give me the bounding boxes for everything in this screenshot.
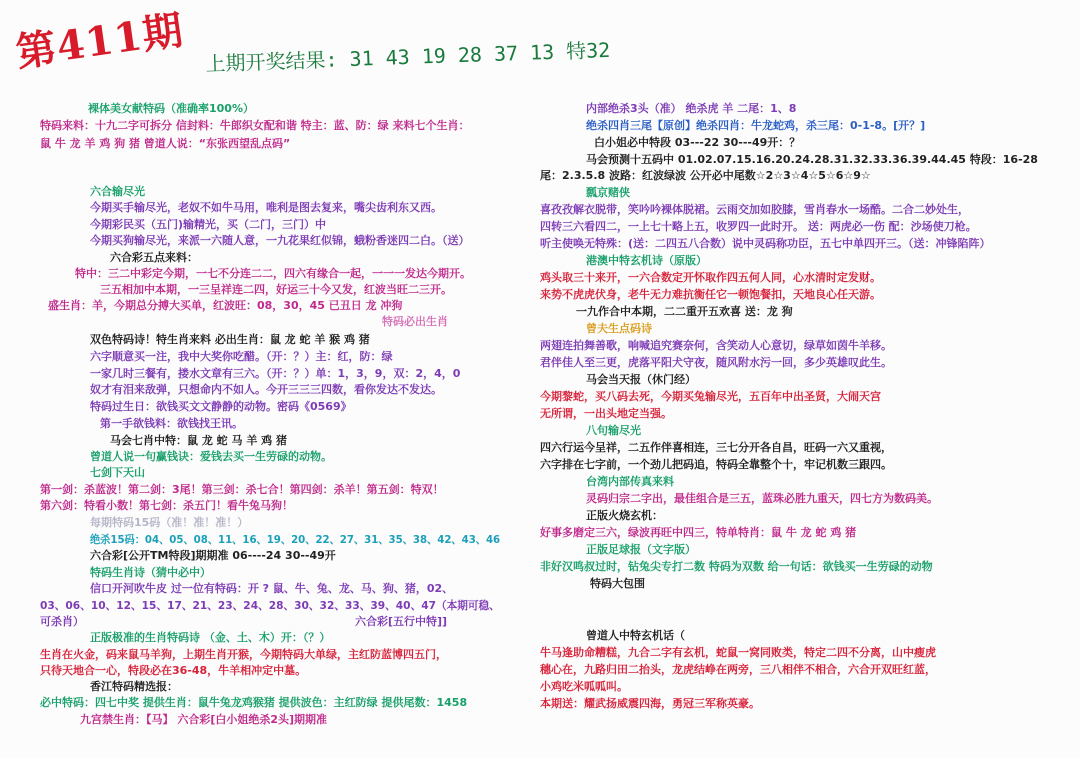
right-text-line: 曾道人中特玄机话（	[586, 629, 685, 642]
left-text-line: 今期买手输尽光，老奴不如牛马用，唯利是图去复来，嘴尖齿利东又西。	[90, 201, 442, 214]
right-text-line: 听主使唤无特殊：(送：二四五八合数）说中灵码称功臣，五七中单四开三。（送：冲锋陷阵）	[540, 237, 991, 250]
last-result: 上期开奖结果: 31 43 19 28 37 13 特32	[205, 37, 611, 76]
left-text-line: 可杀肖）	[40, 615, 84, 628]
right-text-line: 喜孜孜解衣脱带，笑吟吟裸体脱裙。云雨交加如胶膝，雪肖春水一场酷。二合二妙处生，	[540, 203, 969, 216]
right-text-line: 台湾内部传真来料	[586, 475, 674, 488]
left-text-line: 六合彩五点来料：	[110, 251, 198, 264]
right-text-line: 正版火烧玄机：	[586, 509, 663, 522]
left-text-line: 曾道人说一句赢钱诀：爱钱去买一生劳碌的动物。	[90, 450, 332, 463]
right-text-line: 灵码归宗二字出，最佳组合是三五，蓝珠必胜九重天，四七方为数码美。	[586, 492, 938, 505]
left-text-line: 马会七肖中特：鼠 龙 蛇 马 羊 鸡 猪	[110, 434, 287, 447]
right-text-line: 鸡头取三十来开，一六合数定开怀取作四五何人同，心水清时定发财。	[540, 271, 881, 284]
right-text-line: 本期送：耀武扬威震四海，勇冠三军称英豪。	[540, 697, 760, 710]
left-text-line: 信口开河吹牛皮 过一位有特码：开 ? 鼠、牛、兔、龙、马、狗、猪，02、	[90, 582, 454, 595]
left-text-line: 特中：三二中彩定今期，一七不分连二二，四六有缘合一起，一一一发达今期开。	[75, 267, 471, 280]
right-text-line: 六字排在七字前，一个劲儿把码追，特码全靠整个十，牢记机数三跟四。	[540, 458, 892, 471]
right-text-line: 特码大包围	[590, 577, 645, 590]
right-text-line: 四六行运今呈祥，二五作伴喜相连，三七分开各自昌，旺码一六又重视，	[540, 441, 892, 454]
left-text-line: 03、06、10、12、15、17、21、23、24、28、30、32、33、39、40、47（本期可稳、	[40, 599, 500, 612]
left-text-line: 裸体美女献特码（准确率100%）	[88, 102, 254, 115]
left-text-line: 特码生肖诗（猜中必中）	[90, 566, 211, 579]
left-text-line: 六字顺意买一注，我中大奖你吃醋。（开：？）主：红，防：绿	[90, 350, 393, 363]
right-text-line: 非好汉鸣叔过时，钻兔尖专打二数 特码为双数 给一句话：欲钱买一生劳碌的动物	[540, 560, 933, 573]
left-text-line: 第一剑：杀蓝波！第二剑：3尾！第三剑：杀七合！第四剑：杀羊！第五剑：特双！	[40, 483, 444, 496]
right-text-line: 正版足球报（文字版）	[586, 543, 696, 556]
left-text-line: 生肖在火金，码来鼠马羊狗，上期生肖开猴，今期特码大单绿，主红防蓝博四五门，	[40, 648, 447, 661]
right-text-line: 好事多磨定三六，绿波再旺中四三，特单特肖：鼠 牛 龙 蛇 鸡 猪	[540, 526, 857, 539]
right-text-line: 绝杀四肖三尾【原创】绝杀四肖：牛龙蛇鸡，杀三尾：0-1-8。[开？]	[586, 119, 926, 132]
right-text-line: 尾：2.3.5.8 波路：红波绿波 公开必中尾数☆2☆3☆4☆5☆6☆9☆	[540, 169, 871, 182]
left-text-line: 盛生肖：羊，今期总分搏大买单，红波旺：08，30，45 已丑日 龙 冲狗	[48, 299, 403, 312]
left-text-line: 绝杀15码：04、05、08、11、16、19、20、22、27、31、35、38、42、43、46	[90, 533, 501, 546]
left-text-line: 双色特码诗！特生肖来料 必出生肖：鼠 龙 蛇 羊 猴 鸡 猪	[90, 333, 370, 346]
left-text-line: 鼠 牛 龙 羊 鸡 狗 猪 曾道人说：“东张西望乱点码”	[40, 137, 291, 150]
left-text-line: 香江特码精选报：	[90, 680, 178, 693]
right-text-line: 君伴佳人至三更，虎落平阳犬守夜，随风附水污一回，多少英雄叹此生。	[540, 356, 892, 369]
right-text-line: 马会当天报（休门经）	[586, 373, 696, 386]
left-text-line: 第一手欲钱料：欲钱找王讯。	[100, 417, 243, 430]
right-text-line: 穗心在，九路归田二抬头，龙虎结峥在两旁，三八相伴不相合，六合开双旺红蓝，	[540, 663, 936, 676]
left-text-line: 九宫禁生肖：【马】 六合彩[白小姐绝杀2头]期期准	[80, 713, 328, 726]
left-text-line: 正版极准的生肖特码诗 （金、土、木）开：（？）	[90, 631, 331, 644]
left-text-line: 七剑下天山	[90, 466, 145, 479]
left-text-line: 今期买狗输尽光，来派一六随人意，一九花果红似锦，蛾粉香迷四二白。（送）	[90, 234, 470, 247]
left-text-line: 特码过生日：欲钱买文文静静的动物。密码《0569》	[90, 400, 352, 413]
right-text-line: 无所谓，一出头地定当强。	[540, 407, 672, 420]
right-text-line: 港澳中特玄机诗（原版）	[586, 254, 707, 267]
right-text-line: 曾夫生点码诗	[586, 322, 652, 335]
left-text-line: 六合彩[五行中特]]	[355, 615, 448, 628]
left-text-line: 第六剑：特看小数！第七剑：杀五门！看牛兔马狗！	[40, 499, 293, 512]
right-text-line: 四转三六看四二，一上七十略上五，收罗四一此时开。 送：两虎必一伤 配：沙场使刀枪。	[540, 220, 977, 233]
left-text-line: 必中特码：四七中奖 提供生肖：鼠牛兔龙鸡猴猪 提供波色：主红防绿 提供尾数：1458	[40, 696, 468, 709]
right-text-line: 两翅连拍舞善歌，响喊追究赛奈何，含笑动人心意切，绿草如茵牛羊移。	[540, 339, 892, 352]
left-text-line: 六合输尽光	[90, 185, 145, 198]
right-text-line: 内部绝杀3头（准） 绝杀虎 羊 二尾：1、8	[586, 102, 797, 115]
right-text-line: 一九作合中本期，二二重开五欢喜 送：龙 狗	[576, 305, 793, 318]
left-text-line: 六合彩[公开TM特段]期期准 06----24 30--49开	[90, 549, 336, 562]
left-text-line: 奴才有泪来敌弹，只想命内不如人。今开三三三四数，看你发达不发达。	[90, 383, 442, 396]
right-text-line: 小鸡吃米呱呱叫。	[540, 680, 628, 693]
left-text-line: 一家几时三餐有，搂水文章有三六。（开：？）单：1，3，9，双：2，4，0	[90, 367, 461, 380]
right-text-line: 今期黎蛇，买八码去死，今期买兔输尽光，五百年中出圣贤，大闹天宫	[540, 390, 881, 403]
left-text-line: 每期特码15码（准！准！准！）	[90, 516, 249, 529]
right-text-line: 白小姐必中特段 03---22 30---49开：？	[594, 136, 801, 149]
left-text-line: 只待天地合一心，特段必在36-48，牛羊相冲定中墓。	[40, 664, 307, 677]
right-text-line: 牛马逢助命糟糕，九合二字有玄机，蛇鼠一窝同败类，特定二四不分离，山中瘦虎	[540, 646, 936, 659]
issue-title: 第411期	[13, 6, 187, 77]
right-text-line: 马会预测十五码中 01.02.07.15.16.20.24.28.31.32.33.36.39.44.45 特段：16-28	[586, 153, 1038, 166]
right-text-line: 来势不虎虎伏身，老牛无力难抗衡任它一顿饱餐扣，天地良心任天游。	[540, 288, 881, 301]
left-text-line: 今期彩民买（五门)输精光，买（二门，三门）中	[90, 218, 327, 231]
left-text-line: 特码来料：十九二字可拆分 信封料：牛郎织女配和谐 特主：蓝、防：绿 来料七个生肖：	[40, 119, 470, 132]
left-text-line: 三五相加中本期，一三呈祥连二四，好运三十今又发，红波当旺二三开。	[100, 283, 452, 296]
right-text-line: 八句输尽光	[586, 424, 641, 437]
right-text-line: 瓢京赌侠	[586, 186, 630, 199]
left-text-line: 特码必出生肖	[382, 315, 448, 328]
